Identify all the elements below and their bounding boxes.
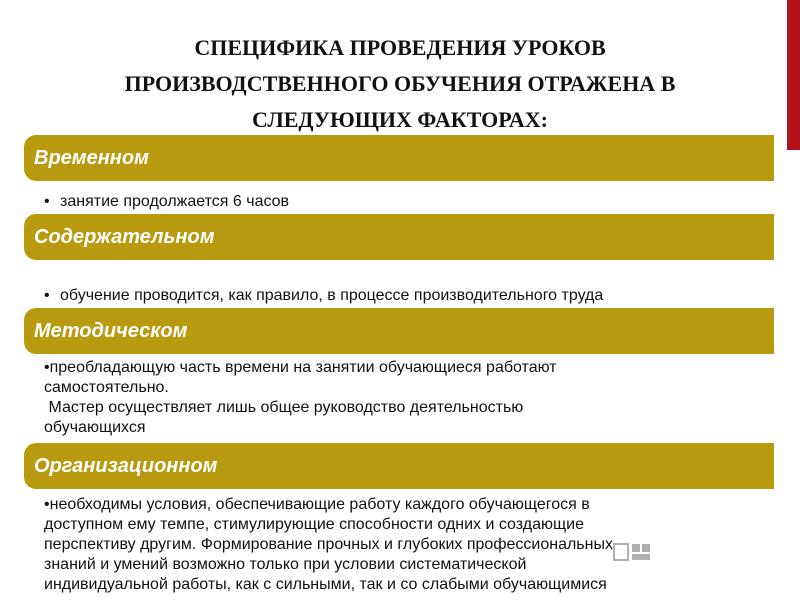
text-line: самостоятельно. bbox=[44, 379, 169, 396]
section-heading: Организационном bbox=[34, 455, 218, 477]
section-band-content bbox=[24, 214, 774, 260]
text-line: • занятие продолжается 6 часов bbox=[60, 193, 290, 210]
slide-title bbox=[40, 30, 760, 138]
section-band-temporal bbox=[24, 135, 774, 181]
section-heading: Методическом bbox=[34, 320, 188, 342]
section-heading: Содержательном bbox=[34, 226, 215, 248]
section-text-organizational bbox=[44, 495, 613, 595]
title-line-1: СПЕЦИФИКА ПРОВЕДЕНИЯ УРОКОВ bbox=[194, 35, 606, 60]
section-band-organizational bbox=[24, 443, 774, 489]
section-text-temporal bbox=[44, 192, 800, 212]
text-line: Мастер осуществляет лишь общее руководство деятельностью bbox=[44, 399, 524, 416]
section-heading: Временном bbox=[34, 147, 149, 169]
text-line: индивидуальной работы, как с сильными, так и со слабыми обучающимися bbox=[44, 576, 607, 593]
watermark-logo-icon bbox=[612, 540, 652, 564]
text-line: • обучение проводится, как правило, в процессе производительного труда bbox=[60, 287, 604, 304]
text-line: обучающихся bbox=[44, 419, 146, 436]
text-line: знаний и умений возможно только при условии систематической bbox=[44, 556, 527, 573]
text-line: •необходимы условия, обеспечивающие работу каждого обучающегося в bbox=[44, 496, 590, 513]
section-text-methodical bbox=[44, 358, 557, 438]
title-line-2: ПРОИЗВОДСТВЕННОГО ОБУЧЕНИЯ ОТРАЖЕНА В bbox=[124, 71, 676, 96]
title-line-3: СЛЕДУЮЩИХ ФАКТОРАХ: bbox=[252, 107, 548, 132]
section-band-methodical bbox=[24, 308, 774, 354]
text-line: •преобладающую часть времени на занятии обучающиеся работают bbox=[44, 359, 557, 376]
red-accent-bar bbox=[787, 0, 800, 150]
text-line: перспективу другим. Формирование прочных и глубоких профессиональных bbox=[44, 536, 613, 553]
text-line: доступном ему темпе, стимулирующие способности одних и создающие bbox=[44, 516, 584, 533]
